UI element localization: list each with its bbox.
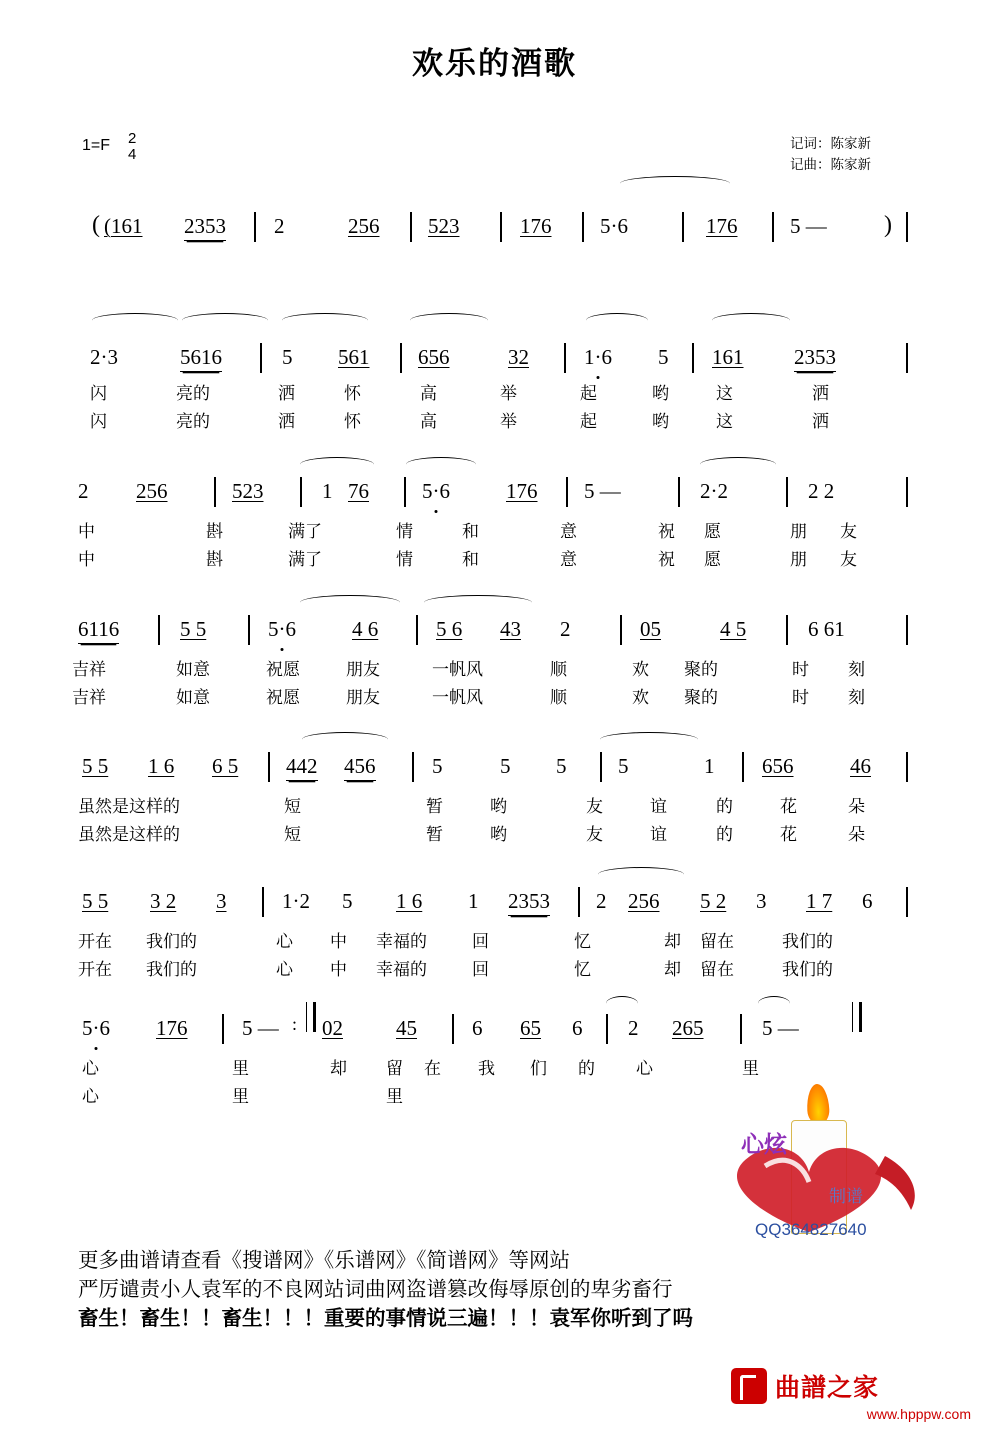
barline — [906, 343, 908, 373]
slur-mark — [424, 595, 532, 610]
lyric-syllable: 怀 — [344, 384, 361, 403]
lyric-syllable: 的 — [716, 797, 733, 816]
lyric-syllable: 里 — [386, 1087, 403, 1106]
note-group: 1 6 — [148, 754, 175, 778]
note-row — [0, 1000, 989, 1054]
lyric-syllable: 亮的 — [176, 384, 210, 403]
lyric-syllable: 洒 — [812, 384, 829, 403]
note-group: 5·6 — [422, 479, 450, 503]
lyric-syllable: 哟 — [652, 384, 669, 403]
lyric-syllable: 我们的 — [782, 960, 833, 979]
note-group: 5 5 — [82, 754, 109, 778]
lyric-syllable: 虽然是这样的 — [78, 797, 180, 816]
barline — [906, 477, 908, 507]
lyric-syllable: 却 — [664, 960, 681, 979]
note-group: 2353 — [508, 889, 550, 916]
lyric-syllable: 友 — [586, 797, 603, 816]
note-row — [0, 323, 989, 377]
lyric-syllable: 和 — [462, 522, 479, 541]
note-group: 523 — [428, 214, 460, 238]
lyric-syllable: 回 — [472, 960, 489, 979]
credits — [790, 134, 871, 176]
lyric-syllable: 开在 — [78, 960, 112, 979]
note-group: 5 — [556, 754, 567, 778]
note-group: 05 — [640, 617, 661, 641]
lyric-syllable: 时 — [792, 688, 809, 707]
slur-mark — [92, 313, 178, 328]
lyric-row-verse2 — [0, 955, 989, 981]
lyric-syllable: 心 — [82, 1087, 99, 1106]
lyric-syllable: 在 — [424, 1059, 441, 1078]
lyric-syllable: 意 — [560, 550, 577, 569]
barline — [682, 212, 684, 242]
lyric-row-verse1 — [0, 655, 989, 681]
brand-logo-icon — [731, 1368, 767, 1404]
barline — [582, 212, 584, 242]
lyric-syllable: 朵 — [848, 825, 865, 844]
lyric-syllable: 洒 — [278, 412, 295, 431]
barline — [500, 212, 502, 242]
note-group: 5 5 — [82, 889, 109, 913]
note-group: 176 — [706, 214, 738, 238]
note-row — [0, 738, 989, 792]
note-group: 45 — [396, 1016, 417, 1040]
lyric-syllable: 留在 — [700, 932, 734, 951]
note-group: 1 6 — [396, 889, 423, 913]
key-signature: 1=F — [82, 137, 111, 154]
barline — [400, 343, 402, 373]
note-group: 176 — [156, 1016, 188, 1040]
barline — [566, 477, 568, 507]
note-group: 65 — [520, 1016, 541, 1040]
brand-name: 曲譜之家 — [775, 1375, 880, 1402]
lyric-row-verse1 — [0, 517, 989, 543]
slur-mark — [406, 457, 476, 472]
note-group: 02 — [322, 1016, 343, 1040]
footer-notice — [78, 1246, 693, 1333]
lyric-syllable: 祝愿 — [266, 660, 300, 679]
note-group: 5 — — [790, 214, 827, 238]
note-group: 5 — [658, 345, 669, 369]
note-group: 1 7 — [806, 889, 833, 913]
lyric-syllable: 朋友 — [346, 688, 380, 707]
note-group: 456 — [344, 754, 376, 781]
lyric-syllable: 的 — [578, 1059, 595, 1078]
lyric-row-verse2 — [0, 545, 989, 571]
note-group: 4 5 — [720, 617, 747, 641]
note-group: 6 5 — [212, 754, 239, 778]
lyric-syllable: 短 — [284, 797, 301, 816]
site-branding — [731, 1368, 971, 1422]
slur-mark — [302, 732, 388, 747]
lyric-syllable: 朋友 — [346, 660, 380, 679]
barline — [906, 212, 908, 242]
barline — [772, 212, 774, 242]
lyric-syllable: 愿 — [704, 550, 721, 569]
note-group: 2 — [560, 617, 571, 641]
note-group: 1·2 — [282, 889, 310, 913]
lyric-syllable: 虽然是这样的 — [78, 825, 180, 844]
lyric-syllable: 吉祥 — [72, 688, 106, 707]
lyric-syllable: 洒 — [278, 384, 295, 403]
lyric-syllable: 祝 — [658, 522, 675, 541]
lyric-syllable: 聚的 — [684, 688, 718, 707]
lyric-syllable: 祝愿 — [266, 688, 300, 707]
lyric-syllable: 开在 — [78, 932, 112, 951]
barline — [692, 343, 694, 373]
barline — [412, 752, 414, 782]
lyric-row-verse2 — [0, 407, 989, 433]
page-title: 欢乐的酒歌 — [412, 46, 577, 81]
note-group: 265 — [672, 1016, 704, 1040]
slur-mark — [712, 313, 790, 328]
brand-row — [731, 1368, 971, 1404]
lyric-syllable: 朵 — [848, 797, 865, 816]
sheet-music-page — [0, 38, 989, 1438]
lyric-syllable: 留 — [386, 1059, 403, 1078]
note-group: 256 — [348, 214, 380, 238]
repeat-close-paren: ) — [884, 212, 892, 238]
lyric-syllable: 谊 — [650, 825, 667, 844]
lyric-syllable: 刻 — [848, 660, 865, 679]
lyric-syllable: 祝 — [658, 550, 675, 569]
lyric-syllable: 闪 — [90, 412, 107, 431]
barline — [262, 887, 264, 917]
note-group: 3 2 — [150, 889, 177, 913]
watermark-logo — [735, 1078, 935, 1253]
slur-mark — [700, 457, 776, 472]
barline — [578, 887, 580, 917]
slur-mark — [300, 457, 374, 472]
barline — [452, 1014, 454, 1044]
lyric-syllable: 和 — [462, 550, 479, 569]
note-group: 5 — — [242, 1016, 279, 1040]
lyric-syllable: 们 — [530, 1059, 547, 1078]
lyric-syllable: 里 — [232, 1059, 249, 1078]
lyric-syllable: 心 — [276, 960, 293, 979]
lyric-syllable: 中 — [330, 932, 347, 951]
logo-text-secondary: 制谱 — [829, 1187, 863, 1206]
note-group: 46 — [850, 754, 871, 778]
lyric-syllable: 刻 — [848, 688, 865, 707]
lyric-syllable: 哟 — [652, 412, 669, 431]
lyric-syllable: 如意 — [176, 688, 210, 707]
note-group: 161 — [712, 345, 744, 369]
lyric-syllable: 举 — [500, 384, 517, 403]
lyric-syllable: 留在 — [700, 960, 734, 979]
credit-composer: 记曲：陈家新 — [790, 156, 871, 172]
note-group: 2 2 — [808, 479, 835, 503]
barline — [678, 477, 680, 507]
lyric-syllable: 起 — [580, 412, 597, 431]
lyric-syllable: 忆 — [574, 932, 591, 951]
note-group: 5 — [618, 754, 629, 778]
note-group: 3 — [216, 889, 227, 913]
barline — [404, 477, 406, 507]
barline — [410, 212, 412, 242]
note-row — [0, 873, 989, 927]
note-row — [0, 601, 989, 655]
lyric-syllable: 亮的 — [176, 412, 210, 431]
lyric-syllable: 幸福的 — [376, 932, 427, 951]
lyric-syllable: 里 — [742, 1059, 759, 1078]
lyric-syllable: 谊 — [650, 797, 667, 816]
barline — [620, 615, 622, 645]
barline — [158, 615, 160, 645]
score-system-6 — [0, 873, 989, 979]
lyric-syllable: 回 — [472, 932, 489, 951]
lyric-syllable: 意 — [560, 522, 577, 541]
slur-mark — [598, 867, 684, 882]
lyric-syllable: 欢 — [632, 660, 649, 679]
note-group: 256 — [628, 889, 660, 913]
note-group: 5·6 — [268, 617, 296, 641]
repeat-barline — [306, 1002, 316, 1032]
note-group: 6 — [572, 1016, 583, 1040]
barline — [222, 1014, 224, 1044]
lyric-row-verse1 — [0, 927, 989, 953]
slur-mark — [410, 313, 488, 328]
footer-line-3: 畜生！畜生！！畜生！！！重要的事情说三遍！！！袁军你听到了吗 — [78, 1307, 693, 1331]
lyric-syllable: 起 — [580, 384, 597, 403]
footer-line-2: 严厉谴责小人袁军的不良网站词曲网盗谱篡改侮辱原创的卑劣畜行 — [78, 1278, 673, 1302]
lyric-syllable: 顺 — [550, 688, 567, 707]
lyric-row-verse2 — [0, 683, 989, 709]
score-system-4 — [0, 601, 989, 707]
note-group: 5 6 — [436, 617, 463, 641]
lyric-syllable: 斟 — [206, 522, 223, 541]
lyric-row-verse1 — [0, 1054, 989, 1080]
note-group: 523 — [232, 479, 264, 503]
lyric-syllable: 里 — [232, 1087, 249, 1106]
lyric-syllable: 却 — [330, 1059, 347, 1078]
note-group: 5·6 — [82, 1016, 110, 1040]
barline — [786, 615, 788, 645]
lyric-syllable: 举 — [500, 412, 517, 431]
lyric-syllable: 花 — [780, 825, 797, 844]
lyric-syllable: 情 — [396, 522, 413, 541]
slur-mark — [620, 176, 730, 191]
lyric-syllable: 我们的 — [146, 960, 197, 979]
note-group: 1 — [704, 754, 715, 778]
lyric-syllable: 愿 — [704, 522, 721, 541]
note-group: 2·3 — [90, 345, 118, 369]
slur-mark — [600, 732, 698, 747]
lyric-syllable: 时 — [792, 660, 809, 679]
score-system-2 — [0, 323, 989, 429]
lyric-syllable: 哟 — [490, 825, 507, 844]
slur-mark — [586, 313, 648, 328]
lyric-syllable: 友 — [840, 550, 857, 569]
note-group: (161 — [104, 214, 143, 238]
barline — [606, 1014, 608, 1044]
lyric-syllable: 暂 — [426, 825, 443, 844]
barline — [300, 477, 302, 507]
note-group: 6 — [862, 889, 873, 913]
barline — [600, 752, 602, 782]
barline — [740, 1014, 742, 1044]
credit-lyricist: 记词：陈家新 — [790, 136, 871, 151]
lyric-syllable: 却 — [664, 932, 681, 951]
lyric-syllable: 如意 — [176, 660, 210, 679]
logo-text-primary: 心炫 — [741, 1132, 787, 1157]
barline — [254, 212, 256, 242]
note-group: 5 — [342, 889, 353, 913]
lyric-syllable: 中 — [78, 550, 95, 569]
slur-mark — [282, 313, 368, 328]
lyric-syllable: 满了 — [288, 522, 322, 541]
time-signature-numerator: 2 — [128, 130, 137, 147]
lyric-row-verse1 — [0, 379, 989, 405]
lyric-syllable: 欢 — [632, 688, 649, 707]
lyric-syllable: 斟 — [206, 550, 223, 569]
lyric-syllable: 中 — [78, 522, 95, 541]
barline — [906, 752, 908, 782]
note-group: 5 — [282, 345, 293, 369]
lyric-syllable: 这 — [716, 384, 733, 403]
lyric-syllable: 短 — [284, 825, 301, 844]
barline — [906, 887, 908, 917]
note-group: 6 61 — [808, 617, 845, 641]
note-group: 656 — [418, 345, 450, 369]
lyric-syllable: 吉祥 — [72, 660, 106, 679]
note-group: 5 — — [584, 479, 621, 503]
lyric-syllable: 高 — [420, 384, 437, 403]
repeat-sign: : — [292, 1014, 298, 1034]
note-row — [0, 198, 989, 252]
lyric-syllable: 心 — [276, 932, 293, 951]
slur-mark — [606, 996, 638, 1011]
lyric-syllable: 聚的 — [684, 660, 718, 679]
lyric-syllable: 哟 — [490, 797, 507, 816]
lyric-syllable: 高 — [420, 412, 437, 431]
lyric-syllable: 忆 — [574, 960, 591, 979]
slur-mark — [182, 313, 268, 328]
key-and-time-signature — [82, 131, 136, 163]
repeat-open-paren: ( — [92, 212, 100, 238]
barline — [248, 615, 250, 645]
lyric-syllable: 一帆风 — [432, 688, 483, 707]
note-group: 5616 — [180, 345, 222, 372]
note-group: 5 — [500, 754, 511, 778]
barline — [416, 615, 418, 645]
brand-url: www.hpppw.com — [866, 1406, 971, 1422]
lyric-syllable: 我们的 — [146, 932, 197, 951]
time-signature-denominator: 4 — [128, 145, 137, 163]
final-barline — [852, 1002, 862, 1032]
note-group: 256 — [136, 479, 168, 503]
note-group: 2 — [628, 1016, 639, 1040]
note-group: 43 — [500, 617, 521, 641]
slur-mark — [758, 996, 790, 1011]
note-group: 5 5 — [180, 617, 207, 641]
lyric-syllable: 的 — [716, 825, 733, 844]
note-group: 76 — [348, 479, 369, 503]
lyric-row-verse2 — [0, 820, 989, 846]
score-system-1 — [0, 198, 989, 252]
lyric-syllable: 怀 — [344, 412, 361, 431]
score-system-5 — [0, 738, 989, 844]
note-group: 176 — [506, 479, 538, 503]
note-group: 32 — [508, 345, 529, 369]
note-group: 561 — [338, 345, 370, 369]
lyric-syllable: 幸福的 — [376, 960, 427, 979]
note-group: 6116 — [78, 617, 119, 644]
lyric-syllable: 这 — [716, 412, 733, 431]
qq-number: QQ364827640 — [755, 1220, 867, 1239]
lyric-syllable: 我 — [478, 1059, 495, 1078]
barline — [268, 752, 270, 782]
lyric-syllable: 满了 — [288, 550, 322, 569]
note-row — [0, 463, 989, 517]
score-system-3 — [0, 463, 989, 569]
lyric-syllable: 朋 — [790, 522, 807, 541]
lyric-syllable: 花 — [780, 797, 797, 816]
note-group: 1·6 — [584, 345, 612, 369]
lyric-syllable: 一帆风 — [432, 660, 483, 679]
flame-icon — [806, 1083, 830, 1124]
note-group: 2353 — [184, 214, 226, 241]
barline — [260, 343, 262, 373]
note-group: 1 — [468, 889, 479, 913]
note-group: 5 2 — [700, 889, 727, 913]
note-group: 2·2 — [700, 479, 728, 503]
barline — [906, 615, 908, 645]
lyric-syllable: 我们的 — [782, 932, 833, 951]
note-group: 442 — [286, 754, 318, 781]
barline — [564, 343, 566, 373]
lyric-syllable: 顺 — [550, 660, 567, 679]
note-group: 2353 — [794, 345, 836, 372]
note-group: 2 — [78, 479, 89, 503]
slur-mark — [300, 595, 400, 610]
lyric-syllable: 洒 — [812, 412, 829, 431]
lyric-syllable: 中 — [330, 960, 347, 979]
note-group: 2 — [596, 889, 607, 913]
note-group: 176 — [520, 214, 552, 238]
lyric-row-verse1 — [0, 792, 989, 818]
barline — [742, 752, 744, 782]
barline — [786, 477, 788, 507]
note-group: 656 — [762, 754, 794, 778]
note-group: 2 — [274, 214, 285, 238]
lyric-syllable: 朋 — [790, 550, 807, 569]
note-group: 3 — [756, 889, 767, 913]
lyric-syllable: 暂 — [426, 797, 443, 816]
barline — [214, 477, 216, 507]
note-group: 5·6 — [600, 214, 628, 238]
lyric-syllable: 友 — [586, 825, 603, 844]
note-group: 1 — [322, 479, 333, 503]
lyric-syllable: 情 — [396, 550, 413, 569]
lyric-syllable: 友 — [840, 522, 857, 541]
note-group: 6 — [472, 1016, 483, 1040]
lyric-syllable: 心 — [636, 1059, 653, 1078]
note-group: 4 6 — [352, 617, 379, 641]
note-group: 5 — — [762, 1016, 799, 1040]
note-group: 5 — [432, 754, 443, 778]
lyric-syllable: 心 — [82, 1059, 99, 1078]
time-signature — [128, 131, 136, 163]
lyric-syllable: 闪 — [90, 384, 107, 403]
footer-line-1: 更多曲谱请查看《搜谱网》《乐谱网》《简谱网》等网站 — [78, 1249, 570, 1272]
